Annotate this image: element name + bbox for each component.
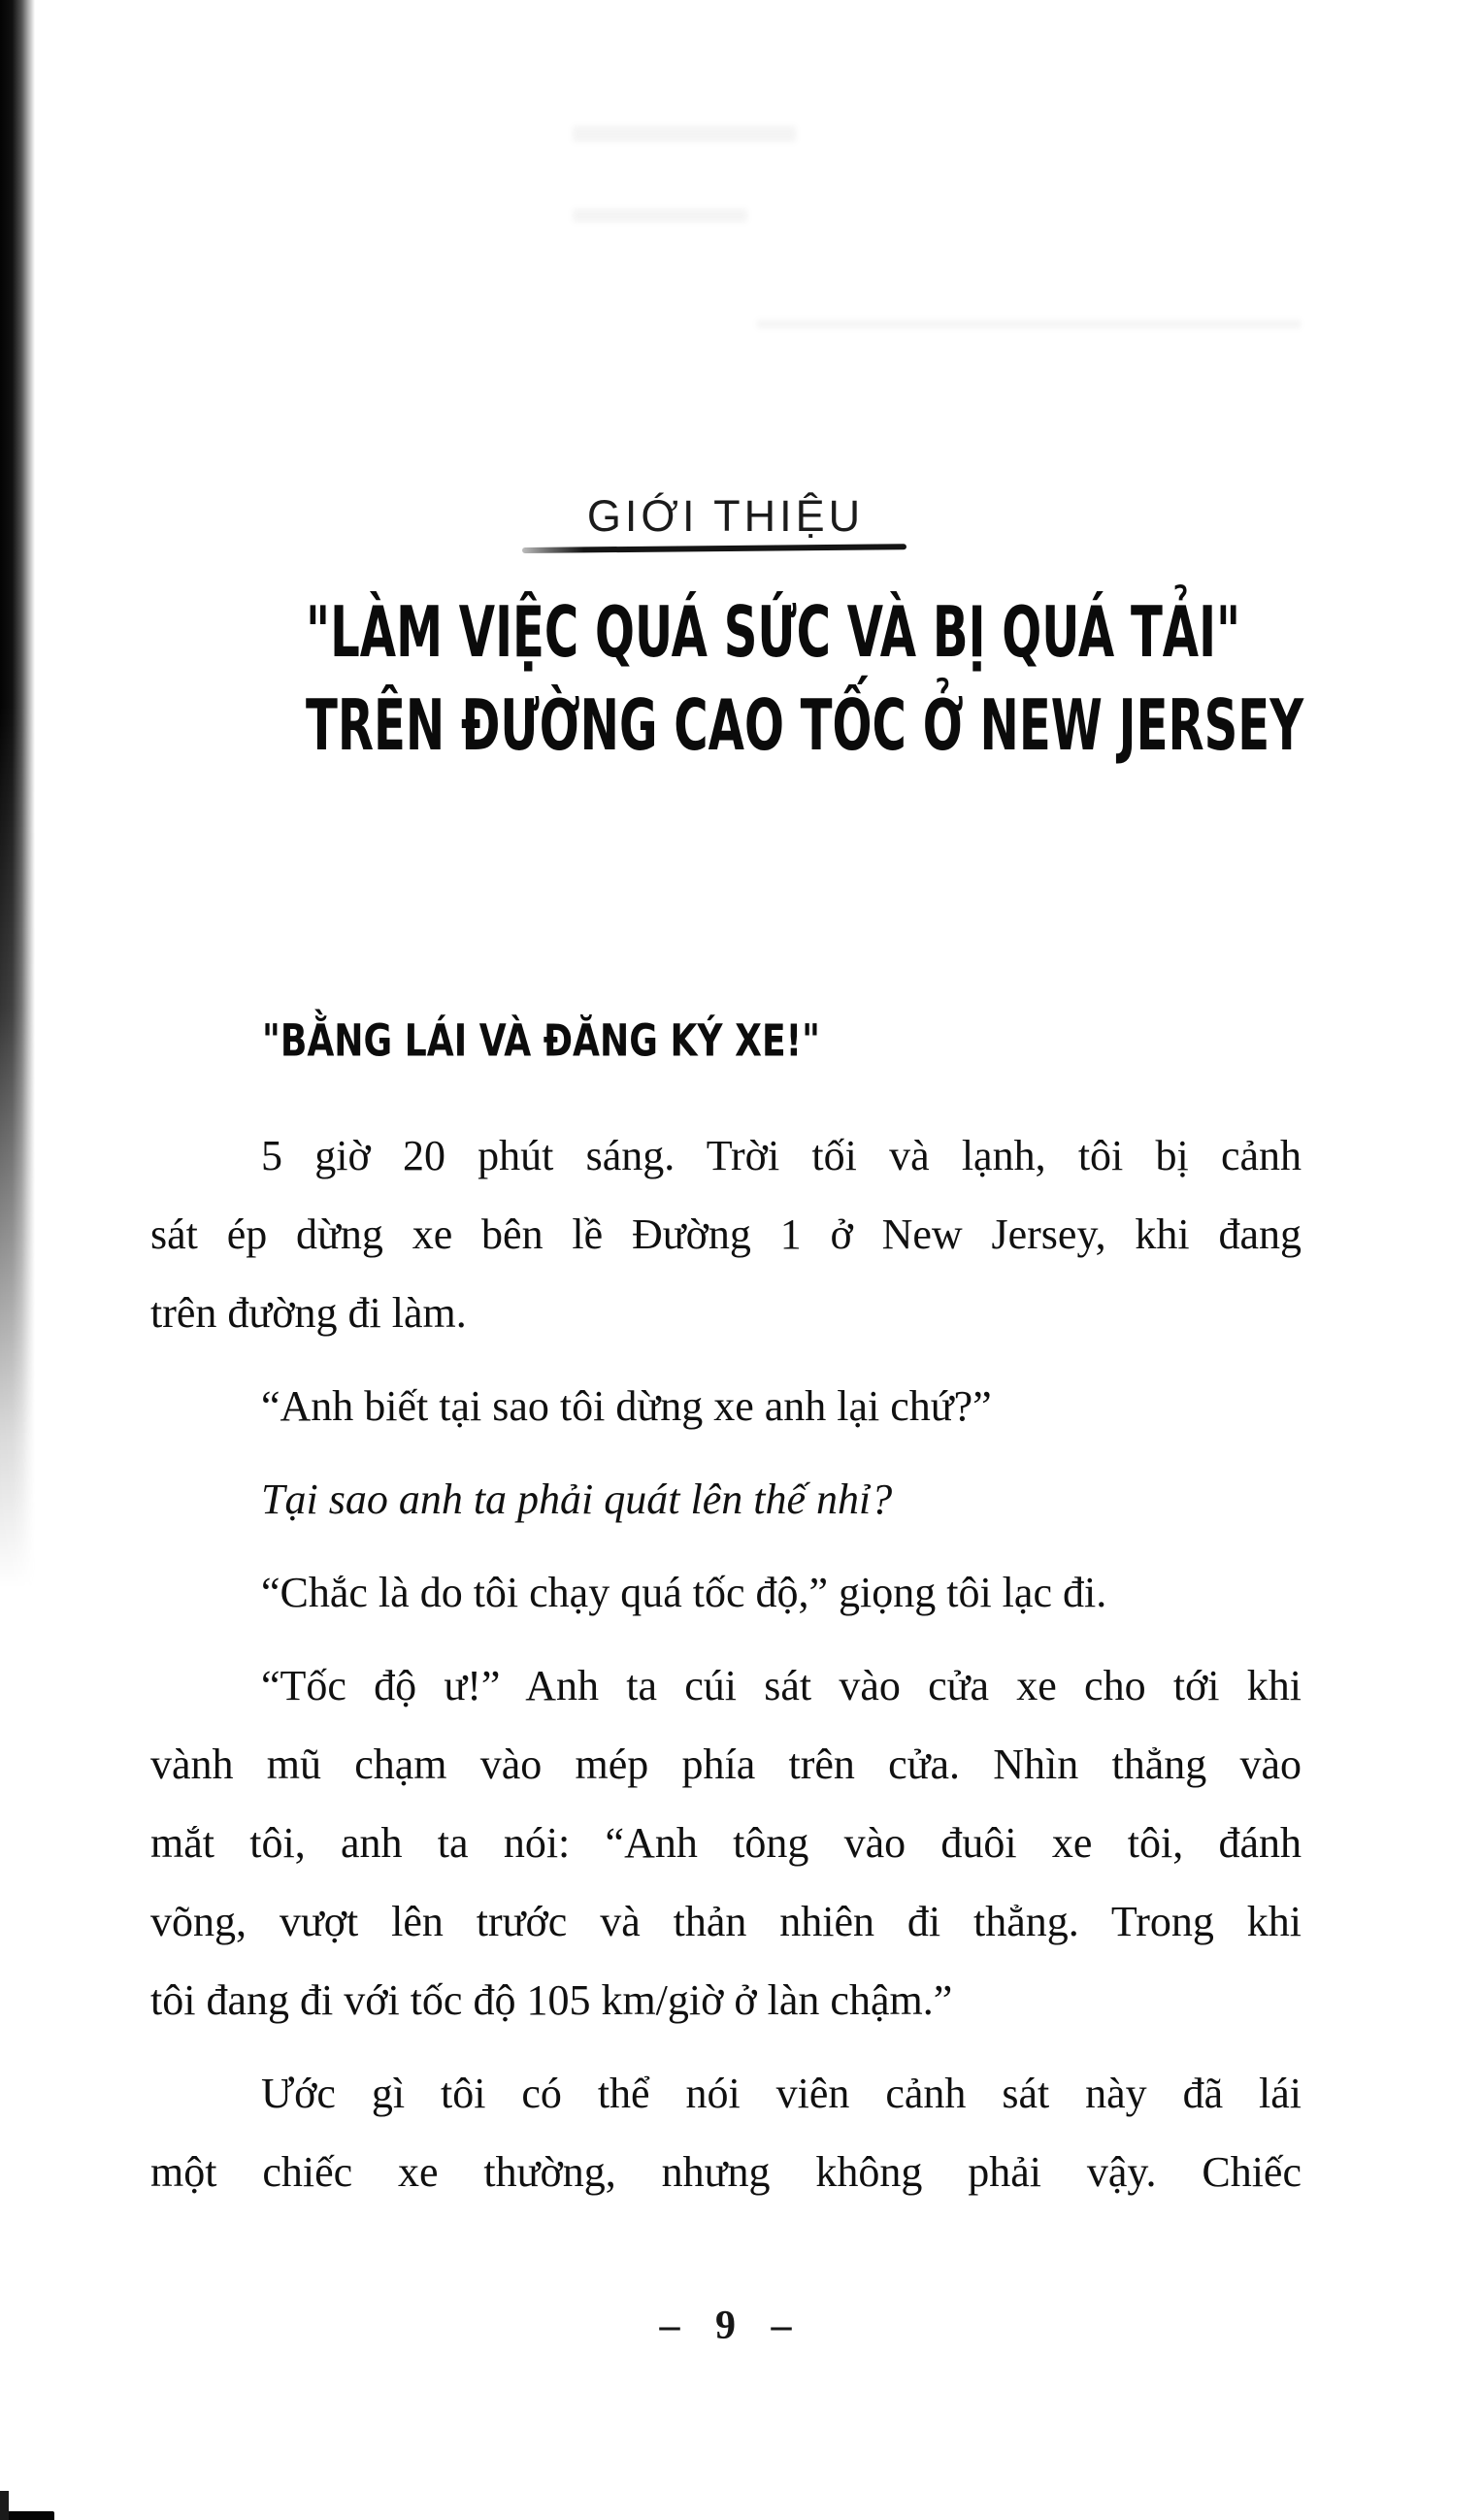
body-line: vành mũ chạm vào mép phía trên cửa. Nhìn thẳng vào xyxy=(150,1741,1302,1788)
bleed-through-artifact xyxy=(573,209,747,222)
body-line: một chiếc xe thường, nhưng không phải vậy. Chiếc xyxy=(150,2148,1302,2196)
bleed-through-artifact xyxy=(757,320,1301,328)
body-line: võng, vượt lên trước và thản nhiên đi thẳng. Trong khi xyxy=(150,1898,1302,1945)
chapter-underline xyxy=(522,544,906,553)
body-line: “Anh biết tại sao tôi dừng xe anh lại chứ?” xyxy=(261,1382,992,1430)
section-heading: "BẰNG LÁI VÀ ĐĂNG KÝ XE!" xyxy=(262,1015,820,1067)
chapter-title-line-2: TRÊN ĐƯỜNG CAO TỐC Ở NEW JERSEY xyxy=(305,683,1304,767)
body-line: trên đường đi làm. xyxy=(150,1289,467,1337)
scan-corner-artifact xyxy=(0,2491,9,2520)
book-spine-shadow xyxy=(0,0,35,2520)
body-line: mắt tôi, anh ta nói: “Anh tông vào đuôi xe tôi, đánh xyxy=(150,1819,1302,1867)
chapter-title-line-1: "LÀM VIỆC QUÁ SỨC VÀ BỊ QUÁ TẢI" xyxy=(305,590,1241,674)
chapter-label: GIỚI THIỆU xyxy=(586,491,865,541)
body-line: Tại sao anh ta phải quát lên thế nhỉ? xyxy=(261,1476,893,1523)
body-line: Ước gì tôi có thể nói viên cảnh sát này đã lái xyxy=(261,2070,1302,2117)
scan-corner-artifact xyxy=(4,2511,54,2520)
body-text xyxy=(150,1116,1302,2211)
body-line: tôi đang đi với tốc độ 105 km/giờ ở làn chậm.” xyxy=(150,1976,953,2024)
bleed-through-artifact xyxy=(573,126,796,142)
page-number: – 9 – xyxy=(659,2304,792,2348)
body-line: 5 giờ 20 phút sáng. Trời tối và lạnh, tôi bị cảnh xyxy=(261,1132,1302,1179)
chapter-title xyxy=(150,583,1304,770)
body-line: “Chắc là do tôi chạy quá tốc độ,” giọng tôi lạc đi. xyxy=(261,1569,1107,1616)
body-line: “Tốc độ ư!” Anh ta cúi sát vào cửa xe cho tới khi xyxy=(261,1662,1302,1709)
body-line: sát ép dừng xe bên lề Đường 1 ở New Jersey, khi đang xyxy=(150,1210,1302,1258)
